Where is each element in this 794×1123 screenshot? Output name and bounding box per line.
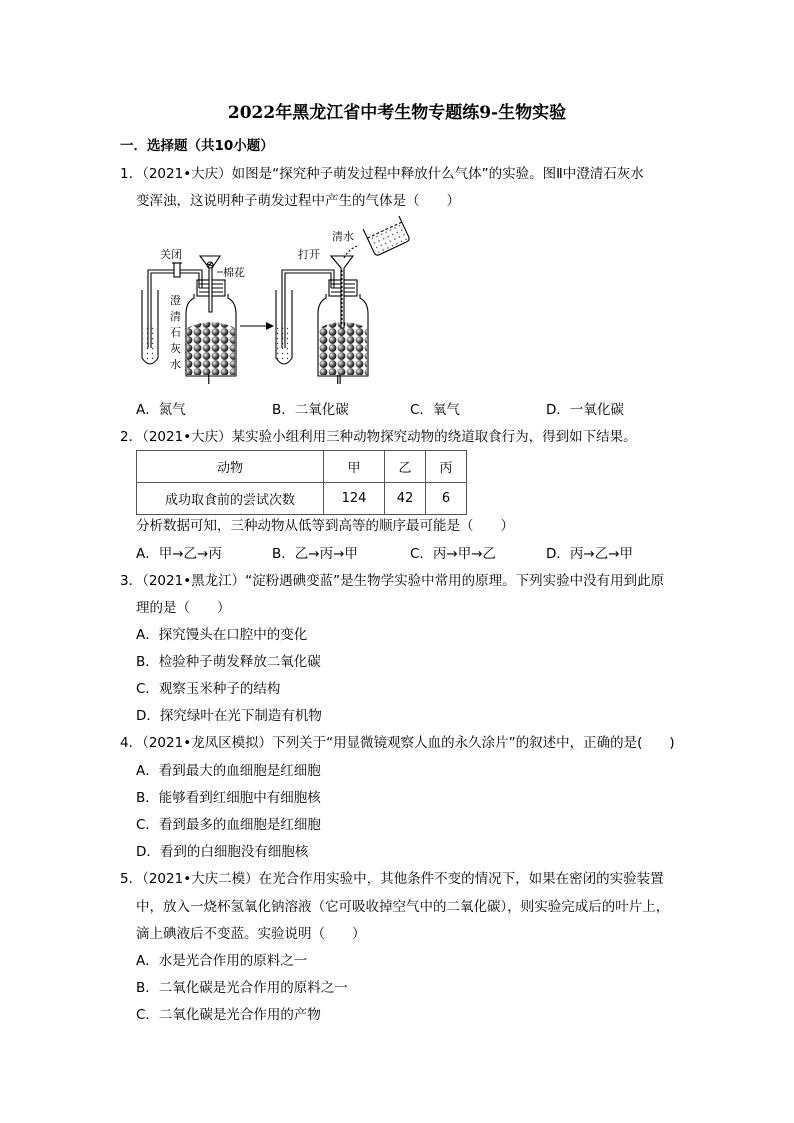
table-header-cell: 甲	[324, 451, 385, 483]
q3-stem-line1: 3．（2021•黑龙江）“淀粉遇碘变蓝”是生物学实验中常用的原理。下列实验中没有用到此原	[120, 573, 665, 589]
svg-text:灰: 灰	[170, 342, 181, 355]
q3-stem-line2: 理的是（ ）	[136, 600, 231, 616]
svg-text:石: 石	[170, 326, 181, 339]
q1-option-b[interactable]: B．二氧化碳	[272, 402, 349, 418]
q2-option-a[interactable]: A．甲→乙→丙	[136, 546, 222, 562]
q5-stem-line2: 中，放入一烧杯氢氧化钠溶液（它可吸收掉空气中的二氧化碳），则实验完成后的叶片上，	[136, 899, 670, 915]
q5-stem-line1: 5．（2021•大庆二模）在光合作用实验中，其他条件不变的情况下，如果在密闭的实验装置	[120, 871, 664, 887]
apparatus-1	[142, 256, 236, 376]
q4-option-b[interactable]: B．能够看到红细胞中有细胞核	[136, 790, 321, 806]
q3-option-c[interactable]: C．观察玉米种子的结构	[136, 681, 281, 697]
arrow-icon	[240, 322, 274, 330]
label-water: 清水	[332, 230, 354, 243]
section-heading: 一．选择题（共10小题）	[120, 138, 274, 154]
table-cell: 成功取食前的尝试次数	[137, 483, 324, 515]
label-limewater	[170, 294, 181, 371]
table-cell: 6	[426, 483, 467, 515]
table-header-cell: 乙	[385, 451, 426, 483]
q4-option-c[interactable]: C．看到最多的血细胞是红细胞	[136, 817, 321, 833]
q5-option-a[interactable]: A．水是光合作用的原料之一	[136, 953, 308, 969]
q1-option-a[interactable]: A．氮气	[136, 402, 186, 418]
q2-option-c[interactable]: C．丙→甲→乙	[410, 546, 497, 562]
table-row	[137, 483, 467, 515]
q3-option-a[interactable]: A．探究馒头在口腔中的变化	[136, 627, 308, 643]
q1-option-d[interactable]: D．一氧化碳	[546, 402, 624, 418]
q2-stem-line2: 分析数据可知，三种动物从低等到高等的顺序最可能是（ ）	[136, 518, 514, 534]
svg-text:澄: 澄	[170, 294, 181, 307]
q4-stem-line1: 4．（2021•龙凤区模拟）下列关于“用显微镜观察人血的永久涂片”的叙述中，正确的是( )	[120, 735, 675, 751]
q4-option-a[interactable]: A．看到最大的血细胞是红细胞	[136, 763, 321, 779]
label-open: 打开	[298, 248, 320, 261]
q2-stem-line1: 2．（2021•大庆）某实验小组利用三种动物探究动物的绕道取食行为，得到如下结果。	[120, 429, 637, 445]
q2-data-table	[136, 450, 467, 515]
label-cotton: 棉花	[223, 266, 245, 279]
q4-option-d[interactable]: D．看到的白细胞没有细胞核	[136, 844, 309, 860]
q3-option-b[interactable]: B．检验种子萌发释放二氧化碳	[136, 654, 321, 670]
label-closed: 关闭	[160, 248, 182, 261]
q5-stem-line3: 滴上碘液后不变蓝。实验说明（ ）	[136, 926, 366, 942]
q5-option-c[interactable]: C．二氧化碳是光合作用的产物	[136, 1007, 321, 1023]
figure-label-2: Ⅱ	[336, 373, 342, 387]
table-header-cell: 丙	[426, 451, 467, 483]
table-header-row	[137, 451, 467, 483]
q2-option-b[interactable]: B．乙→丙→甲	[272, 546, 358, 562]
page-title: 2022年黑龙江省中考生物专题练9-生物实验	[227, 103, 567, 123]
q1-option-c[interactable]: C．氧气	[410, 402, 460, 418]
table-cell: 42	[385, 483, 426, 515]
svg-text:水: 水	[170, 358, 181, 371]
svg-text:清: 清	[170, 310, 181, 323]
q1-stem-line1: 1．（2021•大庆）如图是“探究种子萌发过程中释放什么气体”的实验。图Ⅱ中澄清石灰水	[120, 166, 644, 182]
q1-apparatus-figure	[130, 216, 440, 388]
table-header-cell: 动物	[137, 451, 324, 483]
table-cell: 124	[324, 483, 385, 515]
q2-option-d[interactable]: D．丙→乙→甲	[546, 546, 634, 562]
q1-stem-line2: 变浑浊，这说明种子萌发过程中产生的气体是（ ）	[136, 193, 460, 209]
q3-option-d[interactable]: D．探究绿叶在光下制造有机物	[136, 708, 322, 724]
q5-option-b[interactable]: B．二氧化碳是光合作用的原料之一	[136, 980, 348, 996]
figure-label-1: Ⅰ	[207, 373, 211, 387]
